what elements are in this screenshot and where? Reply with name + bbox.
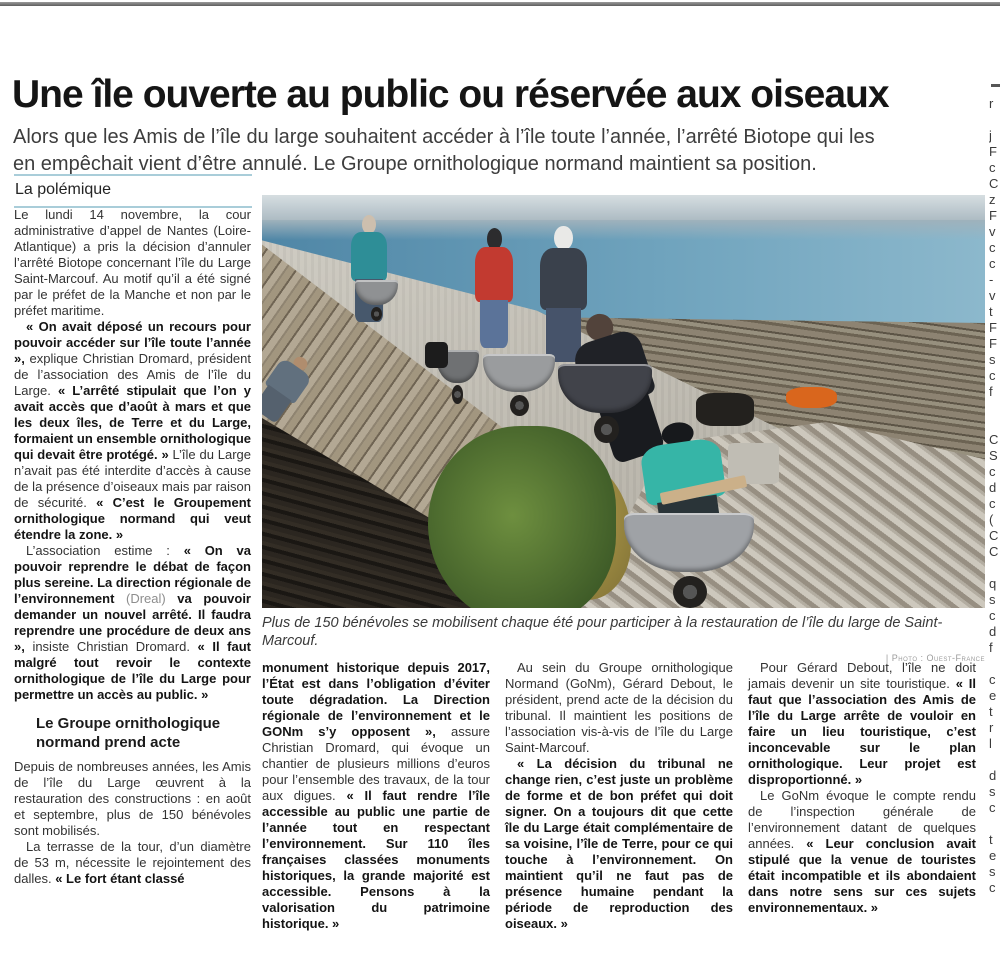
article-column-2 — [262, 660, 490, 932]
article-photo — [262, 195, 985, 608]
paragraph: « La décision du tribunal ne change rien, c’est juste un problème de forme et de bon préfet qui doit signer. On a toujours dit que cette île du Large était complémentaire de sa voisine, l’île de Terre, pour ce qui touche à l’environnement. On maintient qu’il ne faut pas de présence humaine pendant la période de reproduction des oiseaux. » — [505, 756, 733, 931]
article-headline: Une île ouverte au public ou réservée aux oiseaux — [12, 73, 889, 117]
wheelbarrow-4 — [558, 364, 652, 442]
crosshead: Le Groupe ornithologique normand prend acte — [36, 715, 221, 751]
photo-credit: | Photo : Ouest-France — [885, 653, 985, 663]
wheelbarrow-1 — [355, 280, 398, 321]
page-top-rule — [0, 2, 1000, 6]
paragraph: Le GoNm évoque le compte rendu de l’inspection générale de l’environnement datant de quelques années. « Leur conclusion avait stipulé que la venue de touristes était incompatible et ils abondaient dans notre sens sur ces sujets environnementaux. » — [748, 788, 976, 915]
adjacent-article-rule — [991, 84, 1000, 87]
wheelbarrow-5 — [624, 513, 754, 608]
paragraph: Depuis de nombreuses années, les Amis de l’île du Large œuvrent à la restauration des constructions : en août et septembre, plus de 150 bénévoles sont mobilisés. — [14, 759, 251, 838]
section-kicker: La polémique — [14, 174, 252, 208]
paragraph: Au sein du Groupe ornithologique Normand (GoNm), Gérard Debout, le président, prend acte de la décision du tribunal. Il maintient les positions de l’association vis-à-vis de l’île du Large Saint-Marcouf. — [505, 660, 733, 755]
article-column-1 — [14, 207, 251, 887]
dark-bucket — [425, 342, 448, 369]
article-standfirst: Alors que les Amis de l’île du large souhaitent accéder à l’île toute l’année, l’arrêté Biotope qui les en empêchait vient d’être annulé. Le Groupe ornithologique normand maintient sa position. — [13, 126, 875, 175]
paragraph: monument historique depuis 2017, l’État est dans l’obligation d’éviter toute dégradation. La Direction régionale de l’environnement et le GONm s’y opposent », assure Christian Dromard, qui évoque un chantier de plusieurs millions d’euros pour l’ensemble des travaux, de la tour aux digues. « Il faut rendre l’île accessible au public une partie de l’année tout en respectant l’environnement. Sur 110 îles françaises classées monuments historiques, la grande majorité est accessible. Pensons à la valorisation du patrimoine historique. » — [262, 660, 490, 931]
figure-volunteer-red — [475, 228, 513, 348]
photo-objects-layer — [262, 195, 985, 608]
photo-caption: Plus de 150 bénévoles se mobilisent chaque été pour participer à la restauration de l’île du large de Saint-Marcouf. — [262, 615, 943, 649]
dark-gear — [696, 393, 754, 426]
paragraph: Le lundi 14 novembre, la cour administrative d’appel de Nantes (Loire-Atlantique) a pris la décision d’annuler l’arrêté Biotope concernant l’île du Large Saint-Marcouf. Au motif qu’il a été signé par le préfet de la Manche et non par le préfet maritime. — [14, 207, 251, 318]
paragraph: L’association estime : « On va pouvoir reprendre le débat de façon plus sereine. La direction régionale de l’environnement (Dreal) va pouvoir demander un nouvel arrêté. Il faudra reprendre une procédure de deux ans », insiste Christian Dromard. « Il faut malgré tout revoir le contexte ornithologique de l’île du Large pour permettre un accès au public. » — [14, 543, 251, 702]
paragraph: « On avait déposé un recours pour pouvoir accéder sur l’île toute l’année », explique Christian Dromard, président de l’association des Amis de l’île du Large. « L’arrêté stipulait que l’on y avait accès que d’août à mars et que les deux îles, de Terre et du Large, formaient un ensemble ornithologique qui devait être protégé. » L’île du Large n’avait pas été interdite d’accès à cause de la présence d’oiseaux mais par raison de sécurité. « C’est le Groupement ornithologique normand qui veut étendre la zone. » — [14, 319, 251, 542]
adjacent-article-clipped-text: r j F c C z F v c c - v t F F s c f C S c d c ( C C q s c d f c e t r l d s c t e s c — [989, 96, 999, 895]
wheelbarrow-3 — [483, 354, 555, 416]
article-column-3 — [505, 660, 733, 932]
paragraph: La terrasse de la tour, d’un diamètre de 53 m, nécessite le rejointement des dalles. « Le fort étant classé — [14, 839, 251, 886]
orange-tools — [786, 387, 837, 408]
figure-worker-on-wall — [262, 348, 319, 426]
photo-caption-block — [262, 614, 985, 663]
paragraph: Pour Gérard Debout, l’île ne doit jamais devenir un site touristique. « Il faut que l’association des Amis de l’île du Large arrête de vouloir en faire un lieu touristique, c’est inconcevable sur le plan ornithologique. Leur projet est disproportionné. » — [748, 660, 976, 787]
article-column-4 — [748, 660, 976, 916]
